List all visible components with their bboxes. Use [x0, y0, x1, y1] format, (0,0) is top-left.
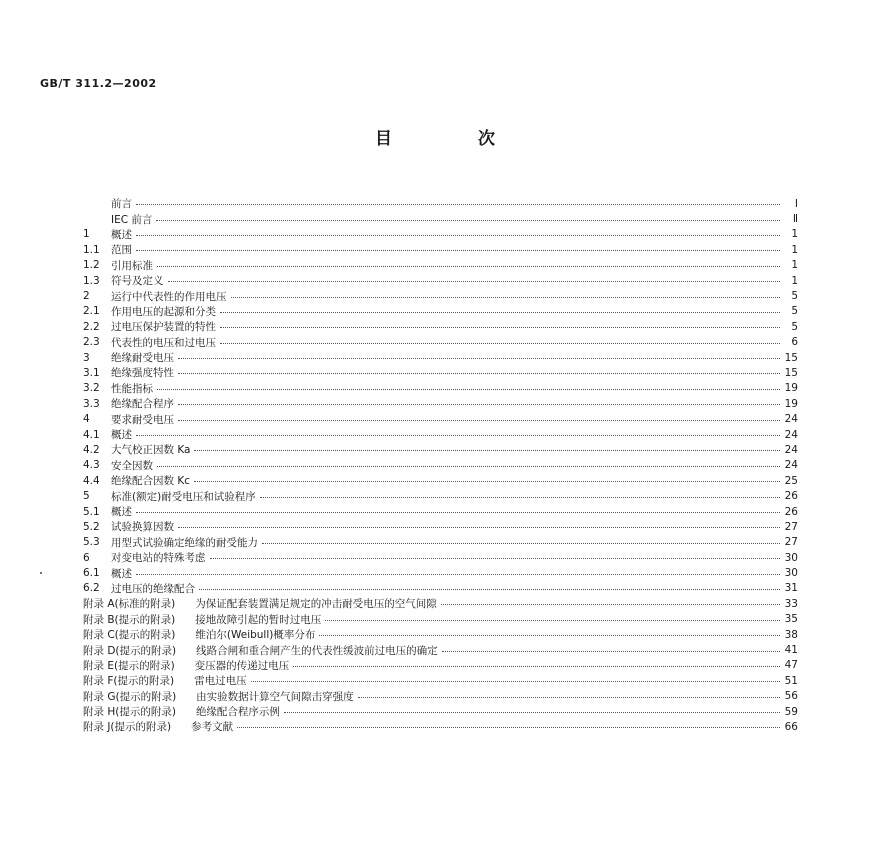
toc-entry-title: 用型式试验确定绝缘的耐受能力: [111, 536, 258, 549]
toc-entry-page: 6: [791, 336, 798, 349]
dot-leader: [325, 620, 780, 621]
toc-entry-number: 4.1: [83, 428, 100, 441]
toc-entry-number: 附录 F(提示的附录): [83, 675, 175, 688]
toc-entry[interactable]: [83, 719, 798, 734]
dot-leader: [178, 404, 780, 405]
page-title: [0, 124, 870, 149]
dot-leader: [136, 512, 780, 513]
toc-entry-number: 1.1: [83, 243, 100, 256]
toc-entry-number: 6: [83, 551, 90, 564]
toc-entry-page: 30: [784, 567, 798, 580]
toc-entry-title: 变压器的传递过电压: [194, 659, 290, 672]
toc-entry-title: 概述: [111, 506, 132, 518]
toc-entry-title: 代表性的电压和过电压: [111, 336, 216, 349]
toc-entry-title: 绝缘配合程序: [111, 398, 174, 411]
toc-entry-number: 附录 C(提示的附录): [83, 629, 176, 642]
toc-entry[interactable]: [83, 350, 798, 365]
dot-leader: [136, 235, 780, 236]
toc-entry-title: 大气校正因数 Ka: [111, 444, 191, 457]
toc-entry-title: 作用电压的起源和分类: [111, 305, 216, 318]
toc-entry-title: 安全因数: [111, 459, 153, 472]
title-char-2: 次: [477, 129, 495, 149]
toc-entry-number: 3.2: [83, 382, 100, 395]
toc-entry-page: 1: [791, 259, 798, 272]
toc-entry-number: 2.2: [83, 320, 100, 333]
toc-entry-page: 41: [784, 644, 798, 657]
toc-entry-page: 24: [784, 443, 798, 456]
dot-leader: [178, 420, 780, 421]
dot-leader: [136, 435, 780, 436]
toc-entry-title: 由实验数据计算空气间隙击穿强度: [196, 690, 354, 703]
toc-entry-title: 要求耐受电压: [111, 413, 174, 426]
toc-entry-number: 3: [83, 351, 90, 364]
toc-entry-number: 2.1: [83, 305, 100, 318]
dot-leader: [136, 574, 780, 575]
toc-entry-number: 附录 H(提示的附录): [83, 706, 176, 719]
toc-entry[interactable]: [83, 288, 798, 303]
toc-entry-page: Ⅱ: [792, 213, 798, 226]
dot-leader: [178, 373, 780, 374]
toc-entry[interactable]: [83, 612, 798, 627]
toc-entry[interactable]: [83, 427, 798, 442]
toc-entry-number: 5.1: [83, 505, 100, 518]
dot-leader: [136, 250, 780, 251]
toc-entry-title: 试验换算因数: [111, 521, 174, 534]
toc-entry-page: 25: [784, 474, 798, 487]
toc-entry[interactable]: [83, 658, 798, 673]
toc-entry[interactable]: [83, 519, 798, 534]
toc-entry-page: 66: [784, 720, 798, 733]
toc-entry[interactable]: [83, 227, 798, 242]
toc-entry-number: 附录 J(提示的附录): [83, 721, 172, 734]
toc-entry-title: 绝缘强度特性: [111, 367, 174, 380]
toc-entry-number: 5.3: [83, 536, 100, 549]
toc-entry-title: 线路合闸和重合闸产生的代表性缓波前过电压的确定: [196, 644, 438, 657]
toc-entry-number: 4.3: [83, 459, 100, 472]
dot-leader: [156, 220, 780, 221]
toc-entry-page: Ⅰ: [794, 197, 798, 210]
toc-entry[interactable]: [83, 273, 798, 288]
toc-entry-page: 15: [784, 366, 798, 379]
toc-entry-number: 6.1: [83, 567, 100, 580]
toc-entry-number: 附录 G(提示的附录): [83, 690, 177, 703]
toc-entry[interactable]: [83, 381, 798, 396]
toc-entry[interactable]: [83, 396, 798, 411]
dot-leader: [220, 312, 780, 313]
dot-leader: [293, 666, 780, 667]
toc-entry-title: 绝缘配合程序示例: [195, 706, 280, 719]
toc-entry-number: 5: [83, 490, 90, 503]
toc-entry[interactable]: [83, 335, 798, 350]
toc-entry-page: 19: [784, 382, 798, 395]
toc-entry-title: 为保证配套装置满足规定的冲击耐受电压的空气间隙: [195, 598, 437, 611]
toc-entry[interactable]: [83, 689, 798, 704]
toc-entry-number: 2: [83, 290, 90, 303]
toc-entry-title: 维泊尔(Weibull)概率分布: [195, 629, 316, 642]
standard-code-header: GB/T 311.2—2002: [40, 77, 157, 90]
toc-entry-page: 27: [784, 520, 798, 533]
toc-entry-page: 56: [784, 690, 798, 703]
toc-entry[interactable]: [83, 258, 798, 273]
toc-entry[interactable]: [83, 365, 798, 380]
toc-entry[interactable]: [83, 211, 798, 226]
toc-entry[interactable]: [83, 458, 798, 473]
toc-entry-page: 26: [784, 490, 798, 503]
dot-leader: [284, 712, 780, 713]
toc-entry[interactable]: [83, 442, 798, 457]
dot-leader: [441, 604, 780, 605]
dot-leader: [231, 297, 781, 298]
toc-entry[interactable]: [83, 627, 798, 642]
toc-entry-page: 24: [784, 413, 798, 426]
dot-leader: [220, 343, 780, 344]
toc-entry[interactable]: [83, 550, 798, 565]
toc-entry-number: 附录 D(提示的附录): [83, 644, 177, 657]
toc-entry-page: 26: [784, 505, 798, 518]
toc-entry-title: 性能指标: [111, 382, 153, 395]
dot-leader: [194, 481, 780, 482]
toc-entry-title: 概述: [111, 429, 132, 442]
toc-entry-page: 1: [791, 274, 798, 287]
toc-entry-number: 附录 B(提示的附录): [83, 613, 176, 626]
toc-entry-page: 5: [791, 320, 798, 333]
toc-entry-page: 33: [784, 597, 798, 610]
toc-entry-title: 范围: [111, 244, 132, 257]
toc-entry[interactable]: [83, 473, 798, 488]
dot-leader: [157, 389, 780, 390]
title-char-1: 目: [375, 129, 393, 149]
toc-entry[interactable]: [83, 704, 798, 719]
dot-leader: [220, 327, 780, 328]
toc-entry-page: 19: [784, 397, 798, 410]
toc-entry-page: 1: [791, 243, 798, 256]
toc-entry-title: 雷电过电压: [194, 675, 247, 688]
toc-entry-page: 27: [784, 536, 798, 549]
dot-leader: [157, 466, 780, 467]
dot-leader: [178, 527, 780, 528]
toc-entry[interactable]: [83, 642, 798, 657]
dot-leader: [136, 204, 780, 205]
toc-entry-page: 51: [784, 674, 798, 687]
toc-entry-page: 5: [791, 305, 798, 318]
dot-leader: [194, 450, 780, 451]
toc-entry-page: 24: [784, 428, 798, 441]
toc-entry-page: 1: [791, 228, 798, 241]
toc-entry-title: 接地故障引起的暂时过电压: [195, 613, 322, 626]
toc-entry-number: 6.2: [83, 582, 100, 595]
dot-leader: [358, 697, 780, 698]
toc-entry-title: 引用标准: [111, 259, 153, 272]
toc-entry-title: 绝缘配合因数 Kc: [111, 475, 190, 488]
toc-entry-number: 2.3: [83, 336, 100, 349]
toc-entry-title: 概述: [111, 228, 132, 241]
toc-entry[interactable]: [83, 565, 798, 580]
scan-speck: [40, 572, 42, 574]
toc-entry-page: 38: [784, 628, 798, 641]
toc-entry-page: 59: [784, 705, 798, 718]
toc-entry-number: 3.1: [83, 366, 100, 379]
dot-leader: [210, 558, 781, 559]
dot-leader: [262, 543, 780, 544]
toc-entry[interactable]: [83, 596, 798, 611]
table-of-contents: [83, 196, 798, 735]
dot-leader: [178, 358, 780, 359]
toc-entry-number: 附录 E(提示的附录): [83, 659, 175, 672]
dot-leader: [251, 681, 780, 682]
toc-entry-page: 35: [784, 613, 798, 626]
toc-entry[interactable]: [83, 304, 798, 319]
toc-entry-title: 概述: [111, 567, 132, 580]
toc-entry-title: IEC 前言: [111, 213, 153, 226]
toc-entry-title: 参考文献: [191, 721, 234, 734]
dot-leader: [319, 635, 780, 636]
toc-entry[interactable]: [83, 535, 798, 550]
toc-entry-page: 24: [784, 459, 798, 472]
toc-entry-number: 3.3: [83, 397, 100, 410]
toc-entry[interactable]: [83, 581, 798, 596]
toc-entry-title: 过电压保护装置的特性: [111, 321, 216, 334]
dot-leader: [237, 727, 780, 728]
dot-leader: [157, 266, 780, 267]
toc-entry[interactable]: [83, 488, 798, 503]
toc-entry-page: 15: [784, 351, 798, 364]
toc-entry-title: 过电压的绝缘配合: [111, 582, 195, 595]
dot-leader: [168, 281, 781, 282]
toc-entry-page: 31: [784, 582, 798, 595]
toc-entry[interactable]: [83, 196, 798, 211]
toc-entry-number: 附录 A(标准的附录): [83, 598, 176, 611]
toc-entry-number: 4.4: [83, 474, 100, 487]
toc-entry-page: 30: [784, 551, 798, 564]
toc-entry[interactable]: [83, 319, 798, 334]
toc-entry[interactable]: [83, 673, 798, 688]
toc-entry-number: 1.2: [83, 259, 100, 272]
dot-leader: [442, 651, 780, 652]
toc-entry-page: 5: [791, 290, 798, 303]
dot-leader: [260, 497, 780, 498]
toc-entry-number: 4: [83, 413, 90, 426]
toc-entry-number: 5.2: [83, 520, 100, 533]
toc-entry-title: 对变电站的特殊考虑: [111, 552, 206, 565]
toc-entry-number: 4.2: [83, 443, 100, 456]
toc-entry[interactable]: [83, 504, 798, 519]
toc-entry[interactable]: [83, 242, 798, 257]
toc-entry-title: 前言: [111, 198, 132, 211]
toc-entry-title: 绝缘耐受电压: [111, 352, 174, 365]
toc-entry-number: 1.3: [83, 274, 100, 287]
dot-leader: [199, 589, 780, 590]
toc-entry-title: 标准(额定)耐受电压和试验程序: [111, 490, 256, 503]
toc-entry-title: 运行中代表性的作用电压: [111, 290, 227, 303]
toc-entry[interactable]: [83, 411, 798, 426]
toc-entry-number: 1: [83, 228, 90, 241]
toc-entry-page: 47: [784, 659, 798, 672]
toc-entry-title: 符号及定义: [111, 275, 164, 288]
